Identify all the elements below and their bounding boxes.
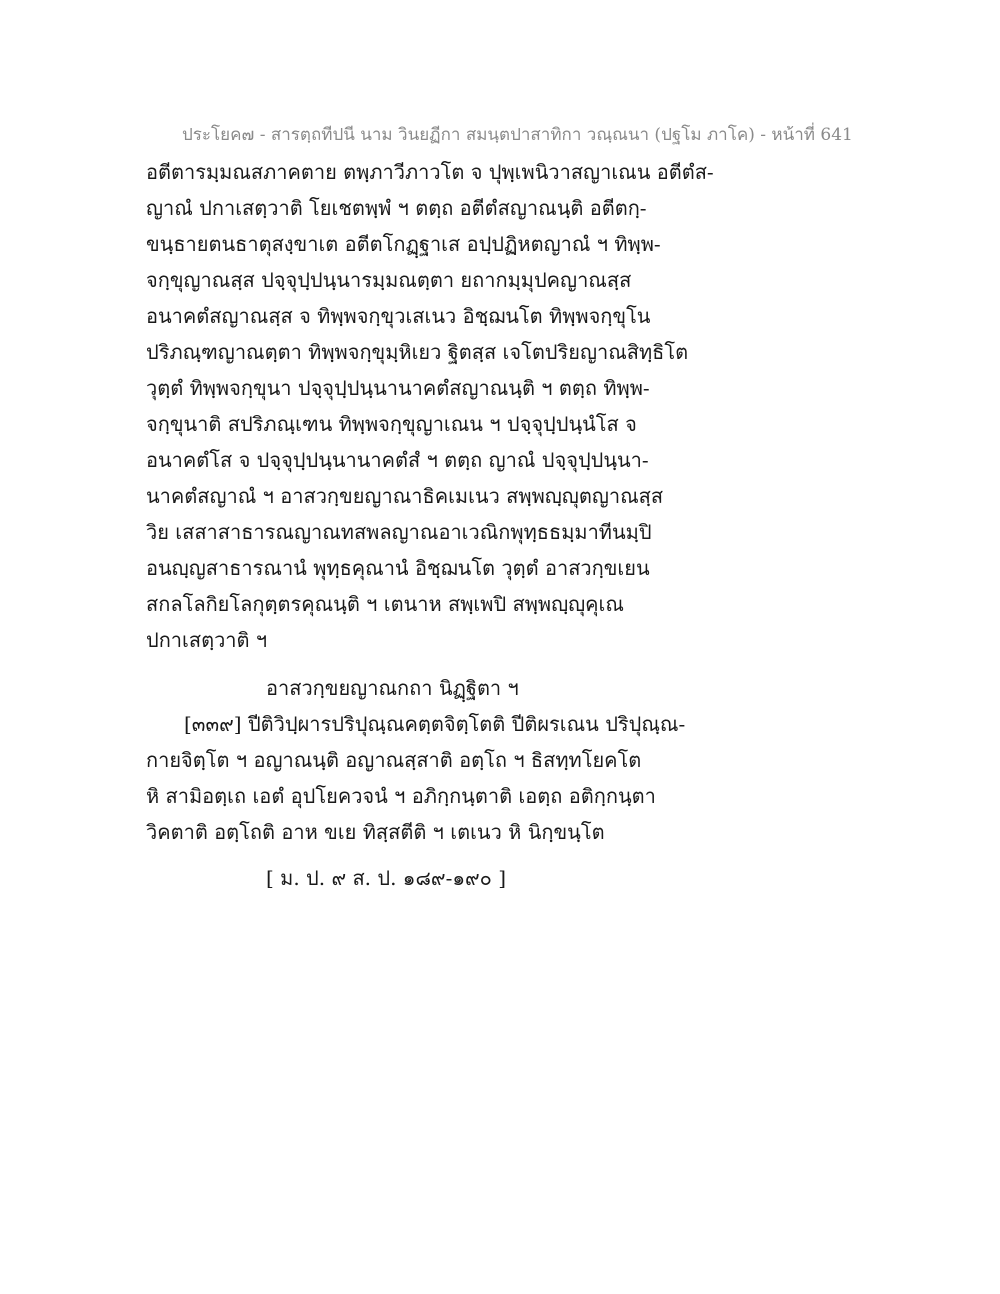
- text-line: ปริภณฺฑญาณตฺตา ทิพฺพจกฺขุมฺหิเยว ฐิตสฺส เจโตปริยญาณสิทฺธิโต: [146, 340, 689, 364]
- text-line: ขนฺธายตนธาตุสงฺขาเต อตีตโกฏฺฐาเส อปฺปฏิหตญาณํ ฯ ทิพฺพ-: [146, 232, 661, 256]
- text-line: ปกาเสตฺวาติ ฯ: [146, 628, 268, 652]
- text-line: จกฺขุญาณสฺส ปจฺจุปฺปนฺนารมฺมณตฺตา ยถากมฺมุปคญาณสฺส: [146, 268, 632, 292]
- text-line: นาคตํสญาณํ ฯ อาสวกฺขยญาณาธิคเมเนว สพฺพญฺญุตญาณสฺส: [146, 484, 664, 508]
- text-line: วุตฺตํ ทิพฺพจกฺขุนา ปจฺจุปฺปนฺนานาคตํสญาณนฺติ ฯ ตตฺถ ทิพฺพ-: [146, 376, 650, 400]
- text-line: อนาคตํสญาณสฺส จ ทิพฺพจกฺขุวเสเนว อิชฺฌนโต ทิพฺพจกฺขุโน: [146, 304, 651, 328]
- text-line: อนาคตํโส จ ปจฺจุปฺปนฺนานาคตํสํ ฯ ตตฺถ ญาณํ ปจฺจุปฺปนฺนา-: [146, 448, 649, 472]
- text-line: วิคตาติ อตฺโถติ อาห ขเย ทิสฺสตีติ ฯ เตเนว หิ นิกฺขนฺโต: [146, 820, 605, 844]
- page-reference: [ ม. ป. ๙ ส. ป. ๑๘๙-๑๙๐ ]: [266, 866, 507, 890]
- text-line: อนญฺญสาธารณานํ พุทฺธคุณานํ อิชฺฌนโต วุตฺตํ อาสวกฺขเยน: [146, 556, 650, 580]
- text-line: หิ สามิอตฺเถ เอตํ อุปโยควจนํ ฯ อภิกฺกนฺตาติ เอตฺถ อติกฺกนฺตา: [146, 784, 656, 808]
- paragraph-start-line: [๓๓๙] ปีติวิปฺผารปริปุณฺณคตฺตจิตฺโตติ ปีติผรเณน ปริปุณฺณ-: [184, 712, 686, 736]
- text-line: กายจิตฺโต ฯ อญาณนฺติ อญาณสฺสาติ อตฺโถ ฯ ธิสทฺทโยคโต: [146, 748, 642, 772]
- page-header: ประโยค๗ - สารตฺถทีปนี นาม วินยฏีกา สมนฺตปาสาทิกา วณฺณนา (ปฐโม ภาโค) - หน้าที่ 641: [182, 125, 853, 145]
- text-line: ญาณํ ปกาเสตฺวาติ โยเชตพฺพํ ฯ ตตฺถ อตีตํสญาณนฺติ อตีตกฺ-: [146, 196, 647, 220]
- text-line: จกฺขุนาติ สปริภณฺเฑน ทิพฺพจกฺขุญาเณน ฯ ปจฺจุปฺปนฺนํโส จ: [146, 412, 637, 436]
- text-line: อตีตารมฺมณสภาคตาย ตพฺภาวีภาวโต จ ปุพฺเพนิวาสญาเณน อตีตํส-: [146, 160, 714, 184]
- text-line: สกลโลกิยโลกุตฺตรคุณนฺติ ฯ เตนาห สพฺเพปิ สพฺพญฺญุคุเณ: [146, 592, 624, 616]
- text-line: วิย เสสาสาธารณญาณทสพลญาณอาเวณิกพุทฺธธมฺมาทีนมฺปิ: [146, 520, 652, 544]
- section-end-heading: อาสวกฺขยญาณกถา นิฏฺฐิตา ฯ: [266, 676, 519, 700]
